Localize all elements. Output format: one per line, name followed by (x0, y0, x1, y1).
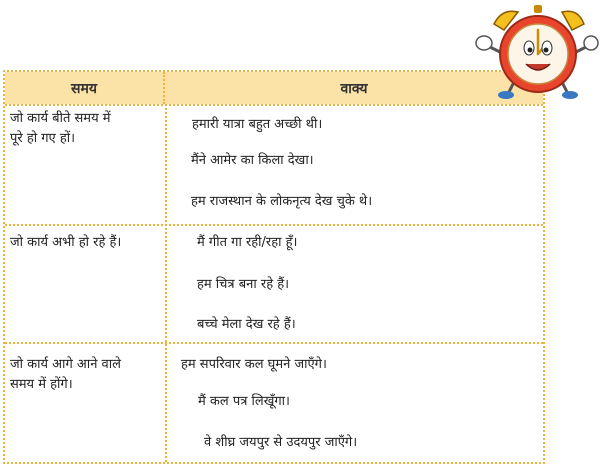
category-present (10, 233, 160, 253)
category-future-line2: समय में होंगे। (10, 377, 73, 392)
sentence-present-1: मैं गीत गा रही/रहा हूँ। (197, 235, 298, 250)
sentence-present-3: बच्चे मेला देख रहे हैं। (197, 317, 296, 332)
sentence-past-1: हमारी यात्रा बहुत अच्छी थी। (192, 117, 323, 132)
alarm-clock-icon (474, 2, 600, 100)
sentence-future-1: हम सपरिवार कल घूमने जाएँगे। (181, 357, 327, 372)
category-future (10, 355, 160, 395)
header-sentence: वाक्य (165, 72, 543, 104)
sentence-future-3: वे शीघ्र जयपुर से उदयपुर जाएँगे। (204, 435, 358, 450)
category-future-line1: जो कार्य आगे आने वाले (10, 357, 121, 372)
sentence-past-3: हम राजस्थान के लोकनृत्य देख चुके थे। (191, 194, 373, 209)
category-present-line1: जो कार्य अभी हो रहे हैं। (10, 235, 122, 250)
clock-right-hand (576, 36, 598, 52)
header-time: समय (5, 72, 165, 104)
column-divider (165, 104, 167, 462)
clock-left-hand (476, 36, 500, 52)
row-divider-header (5, 104, 543, 106)
sentence-future-2: मैं कल पत्र लिखूँगा। (198, 394, 290, 409)
sentence-past-2: मैंने आमेर का किला देखा। (191, 153, 314, 168)
category-past-line1: जो कार्य बीते समय में (10, 111, 111, 126)
row-divider-2 (5, 342, 543, 344)
category-past-line2: पूरे हो गए हों। (10, 131, 76, 146)
sentence-present-2: हम चित्र बना रहे हैं। (197, 277, 290, 292)
clock-top-knob (534, 5, 542, 13)
category-past (10, 109, 160, 149)
row-divider-1 (5, 224, 543, 226)
tense-table (3, 70, 545, 464)
